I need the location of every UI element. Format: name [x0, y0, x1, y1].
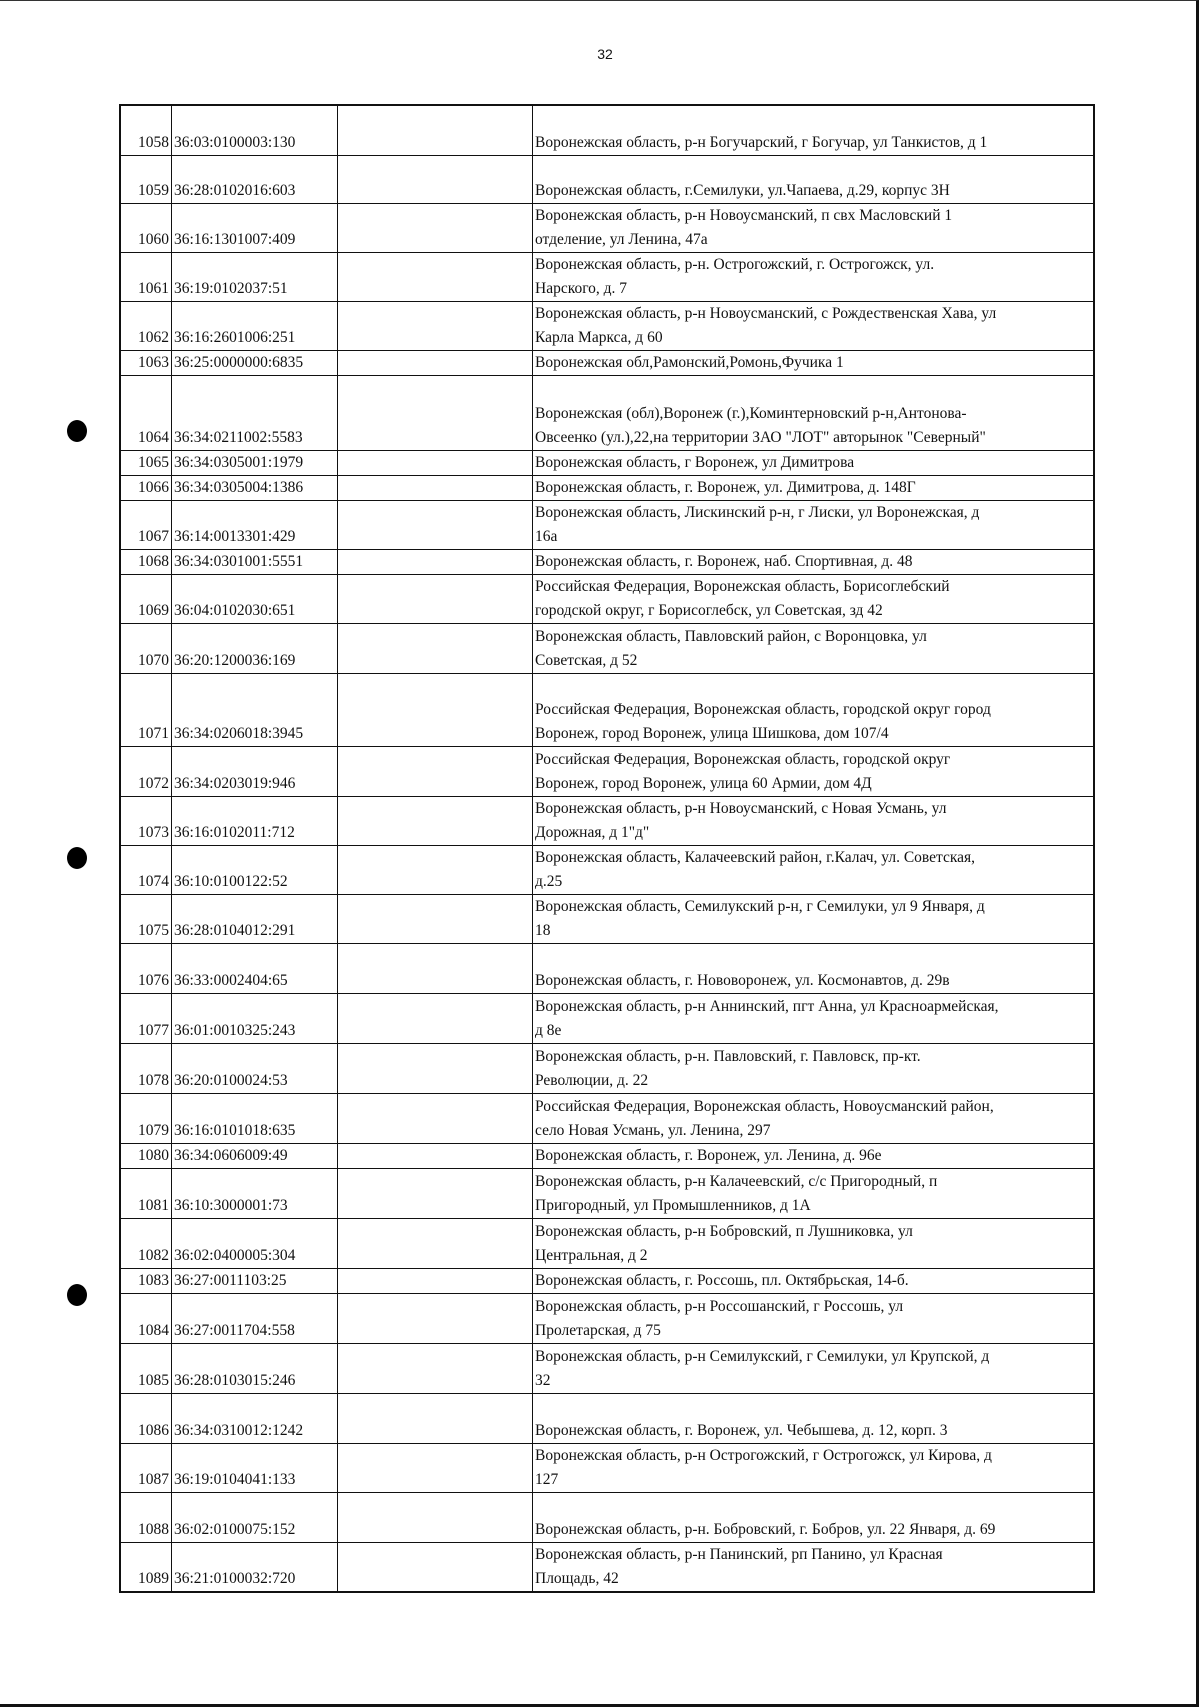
table-row: [120, 450, 1094, 475]
address-line: Воронежская область, р-н Аннинский, пгт Анна, ул Красноармейская,: [535, 997, 999, 1015]
cadastral-number: 36:16:1301007:409: [172, 203, 338, 252]
address-line: Пригородный, ул Промышленников, д 1А: [535, 1196, 811, 1214]
cadastral-number: 36:02:0100075:152: [172, 1492, 338, 1542]
row-number: 1077: [120, 993, 172, 1043]
table-row: [120, 623, 1094, 673]
address-cell: [533, 1293, 1095, 1343]
table-row: [120, 845, 1094, 894]
address-line: Воронежская область, г. Воронеж, ул. Чебышева, д. 12, корп. 3: [535, 1421, 948, 1439]
empty-cell: [338, 1168, 533, 1218]
table-row: [120, 105, 1094, 155]
cadastral-number: 36:19:0104041:133: [172, 1443, 338, 1492]
address-cell: [533, 301, 1095, 350]
row-number: 1076: [120, 943, 172, 993]
empty-cell: [338, 1143, 533, 1168]
row-number: 1067: [120, 500, 172, 549]
row-number: 1075: [120, 894, 172, 943]
table-row: [120, 1168, 1094, 1218]
empty-cell: [338, 1343, 533, 1393]
table-row: [120, 1043, 1094, 1093]
cadastral-number: 36:16:0101018:635: [172, 1093, 338, 1143]
address-line: Воронежская область, г.Семилуки, ул.Чапаева, д.29, корпус 3Н: [535, 181, 950, 199]
address-line: Российская Федерация, Воронежская область, городской округ: [535, 750, 951, 768]
row-number: 1070: [120, 623, 172, 673]
address-cell: [533, 796, 1095, 845]
row-number: 1074: [120, 845, 172, 894]
table-row: [120, 673, 1094, 746]
empty-cell: [338, 673, 533, 746]
empty-cell: [338, 894, 533, 943]
row-number: 1084: [120, 1293, 172, 1343]
empty-cell: [338, 1542, 533, 1592]
empty-cell: [338, 623, 533, 673]
row-number: 1085: [120, 1343, 172, 1393]
table-row: [120, 1393, 1094, 1443]
address-line: Воронежская область, р-н. Бобровский, г. Бобров, ул. 22 Января, д. 69: [535, 1520, 996, 1538]
address-line: Воронежская область, р-н Калачеевский, с/с Пригородный, п: [535, 1172, 938, 1190]
row-number: 1066: [120, 475, 172, 500]
cadastral-number: 36:16:0102011:712: [172, 796, 338, 845]
row-number: 1068: [120, 549, 172, 574]
table-row: [120, 1293, 1094, 1343]
address-line: Российская Федерация, Воронежская область, городской округ город: [535, 700, 991, 718]
table-row: [120, 1218, 1094, 1268]
binder-hole-mark: [67, 847, 87, 869]
cadastral-number: 36:16:2601006:251: [172, 301, 338, 350]
address-line: 32: [535, 1371, 551, 1389]
table-row: [120, 1443, 1094, 1492]
address-line: Воронежская область, р-н. Павловский, г. Павловск, пр-кт.: [535, 1047, 921, 1065]
address-line: Воронеж, город Воронеж, улица Шишкова, дом 107/4: [535, 724, 889, 742]
table-row: [120, 1268, 1094, 1293]
cadastral-number: 36:20:1200036:169: [172, 623, 338, 673]
table-row: [120, 549, 1094, 574]
address-line: Воронежская область, Семилукский р-н, г Семилуки, ул 9 Января, д: [535, 897, 985, 915]
row-number: 1089: [120, 1542, 172, 1592]
empty-cell: [338, 1043, 533, 1093]
address-line: Воронежская область, г. Воронеж, ул. Ленина, д. 96е: [535, 1146, 882, 1164]
address-cell: [533, 203, 1095, 252]
address-cell: [533, 500, 1095, 549]
row-number: 1063: [120, 350, 172, 375]
address-line: Воронежская область, Калачеевский район, г.Калач, ул. Советская,: [535, 848, 976, 866]
address-cell: [533, 155, 1095, 203]
cadastral-number: 36:28:0103015:246: [172, 1343, 338, 1393]
empty-cell: [338, 252, 533, 301]
address-cell: [533, 549, 1095, 574]
table-row: [120, 894, 1094, 943]
address-line: Воронежская обл,Рамонский,Ромонь,Фучика 1: [535, 353, 844, 371]
table-row: [120, 203, 1094, 252]
cadastral-number: 36:19:0102037:51: [172, 252, 338, 301]
cadastral-number: 36:27:0011103:25: [172, 1268, 338, 1293]
address-line: Воронежская область, г. Нововоронеж, ул. Космонавтов, д. 29в: [535, 971, 950, 989]
table-row: [120, 1492, 1094, 1542]
cadastral-number: 36:14:0013301:429: [172, 500, 338, 549]
address-cell: [533, 375, 1095, 450]
table-row: [120, 993, 1094, 1043]
empty-cell: [338, 350, 533, 375]
address-line: Площадь, 42: [535, 1569, 619, 1587]
row-number: 1082: [120, 1218, 172, 1268]
table-row: [120, 350, 1094, 375]
address-line: Воронежская область, г. Россошь, пл. Октябрьская, 14-б.: [535, 1271, 909, 1289]
empty-cell: [338, 1218, 533, 1268]
address-cell: [533, 475, 1095, 500]
address-cell: [533, 1093, 1095, 1143]
address-cell: [533, 1043, 1095, 1093]
row-number: 1058: [120, 105, 172, 155]
address-line: Воронежская область, г. Воронеж, ул. Димитрова, д. 148Г: [535, 478, 916, 496]
empty-cell: [338, 1492, 533, 1542]
table-row: [120, 155, 1094, 203]
registry-body: [120, 105, 1094, 1592]
address-cell: [533, 450, 1095, 475]
cadastral-number: 36:25:0000000:6835: [172, 350, 338, 375]
cadastral-number: 36:34:0305001:1979: [172, 450, 338, 475]
cadastral-number: 36:20:0100024:53: [172, 1043, 338, 1093]
empty-cell: [338, 500, 533, 549]
address-cell: [533, 350, 1095, 375]
table-row: [120, 796, 1094, 845]
row-number: 1061: [120, 252, 172, 301]
empty-cell: [338, 574, 533, 623]
empty-cell: [338, 203, 533, 252]
address-cell: [533, 673, 1095, 746]
address-line: Воронежская область, р-н Новоусманский, с Рождественская Хава, ул: [535, 304, 997, 322]
address-line: Воронежская область, р-н Новоусманский, п свх Масловский 1: [535, 206, 953, 224]
address-line: 16а: [535, 527, 558, 545]
empty-cell: [338, 1268, 533, 1293]
row-number: 1064: [120, 375, 172, 450]
empty-cell: [338, 105, 533, 155]
address-line: Воронежская область, р-н Бобровский, п Лушниковка, ул: [535, 1222, 913, 1240]
address-cell: [533, 252, 1095, 301]
table-row: [120, 1093, 1094, 1143]
address-cell: [533, 623, 1095, 673]
row-number: 1062: [120, 301, 172, 350]
address-line: Дорожная, д 1"д": [535, 823, 650, 841]
address-line: Воронеж, город Воронеж, улица 60 Армии, дом 4Д: [535, 774, 872, 792]
cadastral-number: 36:10:0100122:52: [172, 845, 338, 894]
cadastral-number: 36:34:0211002:5583: [172, 375, 338, 450]
cadastral-number: 36:01:0010325:243: [172, 993, 338, 1043]
cadastral-number: 36:28:0102016:603: [172, 155, 338, 203]
cadastral-number: 36:28:0104012:291: [172, 894, 338, 943]
address-cell: [533, 1168, 1095, 1218]
table-row: [120, 574, 1094, 623]
address-cell: [533, 746, 1095, 796]
row-number: 1079: [120, 1093, 172, 1143]
empty-cell: [338, 1393, 533, 1443]
address-cell: [533, 1393, 1095, 1443]
table-row: [120, 475, 1094, 500]
table-row: [120, 1143, 1094, 1168]
cadastral-number: 36:21:0100032:720: [172, 1542, 338, 1592]
address-line: 127: [535, 1470, 559, 1488]
empty-cell: [338, 549, 533, 574]
cadastral-number: 36:34:0606009:49: [172, 1143, 338, 1168]
address-cell: [533, 1542, 1095, 1592]
address-line: Воронежская область, р-н Острогожский, г Острогожск, ул Кирова, д: [535, 1446, 992, 1464]
row-number: 1073: [120, 796, 172, 845]
empty-cell: [338, 993, 533, 1043]
address-cell: [533, 845, 1095, 894]
address-line: Центральная, д 2: [535, 1246, 648, 1264]
address-cell: [533, 105, 1095, 155]
address-cell: [533, 943, 1095, 993]
row-number: 1080: [120, 1143, 172, 1168]
address-line: Воронежская область, р-н Семилукский, г Семилуки, ул Крупской, д: [535, 1347, 990, 1365]
address-line: Воронежская область, р-н Россошанский, г Россошь, ул: [535, 1297, 904, 1315]
address-line: Воронежская область, р-н. Острогожский, г. Острогожск, ул.: [535, 255, 935, 273]
cadastral-number: 36:10:3000001:73: [172, 1168, 338, 1218]
address-line: Воронежская область, г. Воронеж, наб. Спортивная, д. 48: [535, 552, 913, 570]
address-line: Нарского, д. 7: [535, 279, 628, 297]
address-cell: [533, 574, 1095, 623]
address-line: Воронежская область, р-н Новоусманский, с Новая Усмань, ул: [535, 799, 947, 817]
empty-cell: [338, 943, 533, 993]
cadastral-number: 36:04:0102030:651: [172, 574, 338, 623]
empty-cell: [338, 375, 533, 450]
empty-cell: [338, 155, 533, 203]
address-line: Карла Маркса, д 60: [535, 328, 663, 346]
address-line: Воронежская область, г Воронеж, ул Димитрова: [535, 453, 855, 471]
table-row: [120, 375, 1094, 450]
row-number: 1060: [120, 203, 172, 252]
address-cell: [533, 1268, 1095, 1293]
cadastral-number: 36:34:0206018:3945: [172, 673, 338, 746]
address-line: Воронежская область, р-н Панинский, рп Панино, ул Красная: [535, 1545, 943, 1563]
binder-hole-mark: [67, 420, 87, 442]
row-number: 1071: [120, 673, 172, 746]
cadastral-number: 36:34:0203019:946: [172, 746, 338, 796]
empty-cell: [338, 1093, 533, 1143]
address-line: Воронежская область, р-н Богучарский, г Богучар, ул Танкистов, д 1: [535, 133, 988, 151]
address-line: Российская Федерация, Воронежская область, Борисоглебский: [535, 577, 950, 595]
row-number: 1065: [120, 450, 172, 475]
address-line: Пролетарская, д 75: [535, 1321, 661, 1339]
cadastral-number: 36:02:0400005:304: [172, 1218, 338, 1268]
address-line: 18: [535, 921, 551, 939]
row-number: 1072: [120, 746, 172, 796]
empty-cell: [338, 796, 533, 845]
cadastral-number: 36:34:0305004:1386: [172, 475, 338, 500]
table-row: [120, 943, 1094, 993]
row-number: 1069: [120, 574, 172, 623]
table-row: [120, 252, 1094, 301]
row-number: 1078: [120, 1043, 172, 1093]
cadastral-number: 36:34:0301001:5551: [172, 549, 338, 574]
address-line: отделение, ул Ленина, 47а: [535, 230, 708, 248]
row-number: 1087: [120, 1443, 172, 1492]
row-number: 1086: [120, 1393, 172, 1443]
address-line: д 8е: [535, 1021, 562, 1039]
table-row: [120, 746, 1094, 796]
empty-cell: [338, 1443, 533, 1492]
row-number: 1059: [120, 155, 172, 203]
address-cell: [533, 894, 1095, 943]
table-row: [120, 301, 1094, 350]
address-cell: [533, 1218, 1095, 1268]
address-line: д.25: [535, 872, 563, 890]
address-cell: [533, 1143, 1095, 1168]
cadastral-registry-table: [119, 104, 1095, 1593]
address-line: Революции, д. 22: [535, 1071, 649, 1089]
page-number: 32: [597, 46, 613, 62]
address-cell: [533, 1343, 1095, 1393]
address-line: Советская, д 52: [535, 651, 638, 669]
row-number: 1088: [120, 1492, 172, 1542]
table-row: [120, 1343, 1094, 1393]
address-cell: [533, 1492, 1095, 1542]
table-row: [120, 500, 1094, 549]
address-line: Овсеенко (ул.),22,на территории ЗАО "ЛОТ" авторынок "Северный": [535, 428, 986, 446]
table-row: [120, 1542, 1094, 1592]
empty-cell: [338, 301, 533, 350]
empty-cell: [338, 746, 533, 796]
cadastral-number: 36:03:0100003:130: [172, 105, 338, 155]
empty-cell: [338, 475, 533, 500]
address-cell: [533, 993, 1095, 1043]
address-line: село Новая Усмань, ул. Ленина, 297: [535, 1121, 771, 1139]
address-line: Воронежская область, Лискинский р-н, г Лиски, ул Воронежская, д: [535, 503, 980, 521]
address-line: Воронежская (обл),Воронеж (г.),Коминтерновский р-н,Антонова-: [535, 404, 967, 422]
empty-cell: [338, 845, 533, 894]
cadastral-number: 36:34:0310012:1242: [172, 1393, 338, 1443]
row-number: 1083: [120, 1268, 172, 1293]
cadastral-number: 36:33:0002404:65: [172, 943, 338, 993]
empty-cell: [338, 1293, 533, 1343]
address-cell: [533, 1443, 1095, 1492]
cadastral-number: 36:27:0011704:558: [172, 1293, 338, 1343]
binder-hole-mark: [67, 1284, 87, 1306]
address-line: Российская Федерация, Воронежская область, Новоусманский район,: [535, 1097, 994, 1115]
address-line: Воронежская область, Павловский район, с Воронцовка, ул: [535, 627, 927, 645]
address-line: городской округ, г Борисоглебск, ул Советская, зд 42: [535, 601, 883, 619]
row-number: 1081: [120, 1168, 172, 1218]
empty-cell: [338, 450, 533, 475]
